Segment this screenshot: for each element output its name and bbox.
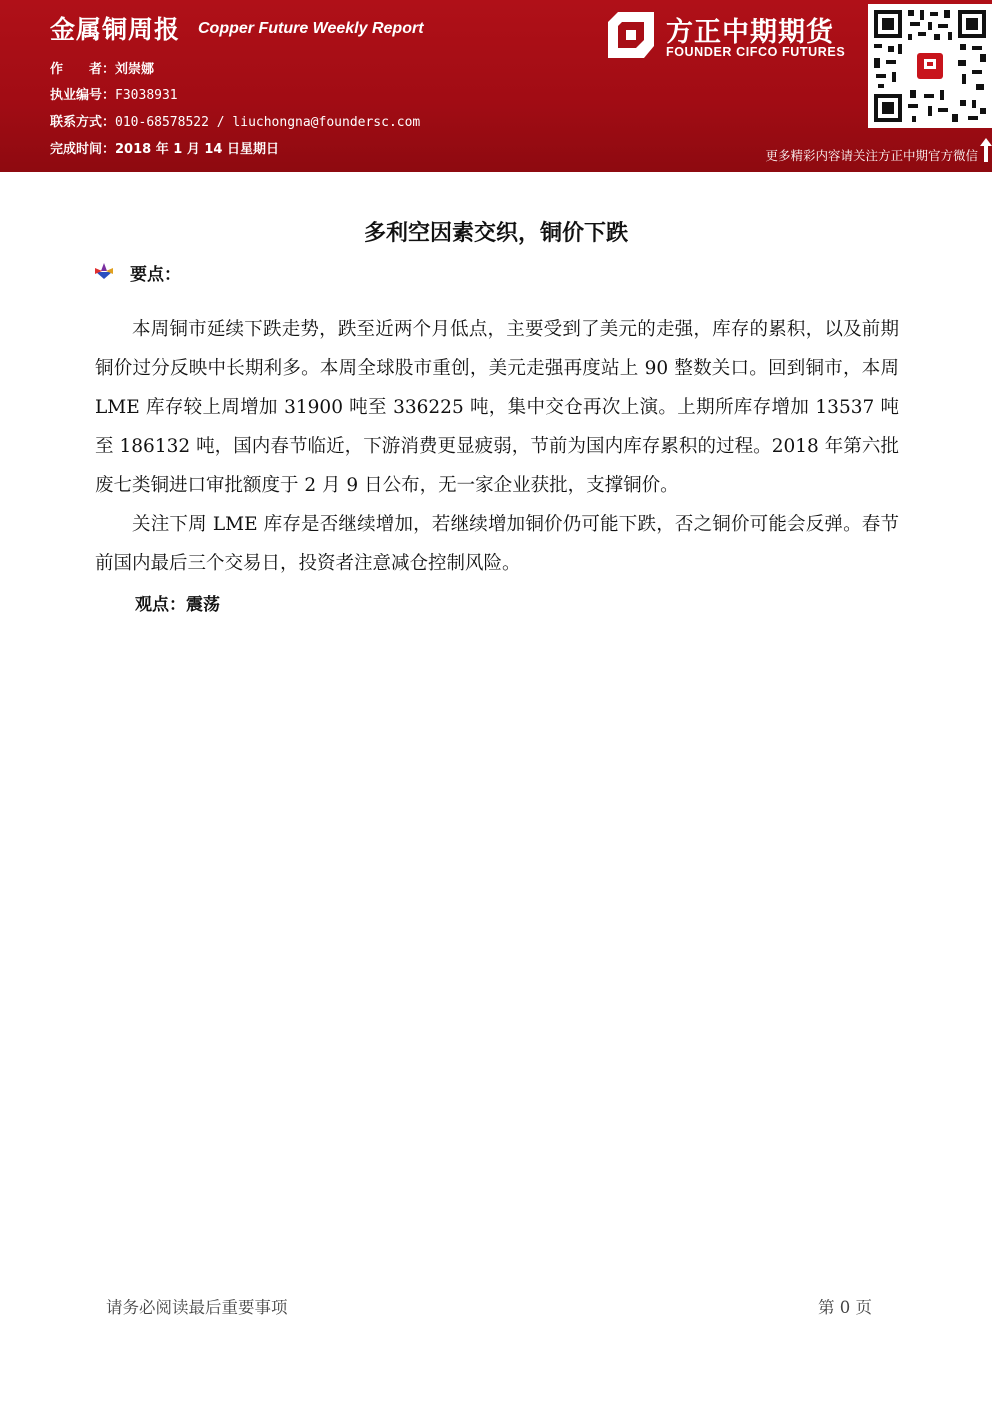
wechat-qr-code-icon (868, 4, 992, 128)
meta-license-label: 执业编号： (50, 88, 116, 103)
market-view: 观点：震荡 (135, 595, 220, 615)
bullet-arrow-icon (94, 262, 114, 280)
meta-contact-value: 010-68578522 / liuchongna@foundersc.com (115, 115, 421, 130)
meta-author-label: 作 者： (50, 62, 116, 77)
report-header (0, 0, 992, 172)
document-title: 多利空因素交织，铜价下跌 (363, 221, 628, 246)
report-subtitle: Copper Future Weekly Report (198, 20, 424, 37)
meta-date (50, 138, 279, 157)
meta-contact-label: 联系方式： (50, 115, 116, 130)
founder-logo-icon (608, 12, 654, 58)
arrow-up-icon (980, 138, 992, 162)
body-paragraph: 本周铜市延续下跌走势，跌至近两个月低点，主要受到了美元的走强，库存的累积，以及前期铜价过分反映中长期利多。本周全球股市重创，美元走强再度站上 90 整数关口。回到铜市，本周 LME 库存较上周增加 31900 吨至 336225 吨，集中交仓再次上演。上期所库存增加 13537 吨至 186132 吨，国内春节临近，下游消费更显疲弱，节前为国内库存累积的过程。2018 年第六批废七类铜进口审批额度于 2 月 9 日公布，无一家企业获批，支撑铜价。 (95, 319, 899, 496)
logo-english-name: FOUNDER CIFCO FUTURES (666, 45, 846, 59)
page-number: 第 0 页 (818, 1298, 872, 1317)
meta-date-label: 完成时间： (50, 142, 116, 157)
keypoints-label: 要点： (130, 265, 181, 285)
report-title: 金属铜周报 (50, 15, 181, 44)
meta-author-value: 刘崇娜 (115, 62, 155, 77)
meta-contact (50, 111, 420, 130)
footer-disclaimer: 请务必阅读最后重要事项 (106, 1298, 288, 1317)
body-paragraph: 关注下周 LME 库存是否继续增加，若继续增加铜价仍可能下跌，否之铜价可能会反弹。春节前国内最后三个交易日，投资者注意减仓控制风险。 (95, 514, 899, 574)
meta-license-value: F3038931 (115, 88, 178, 103)
company-logo (608, 10, 860, 62)
logo-chinese-name: 方正中期期货 (666, 17, 834, 48)
meta-date-value: 2018 年 1 月 14 日星期日 (115, 142, 279, 157)
wechat-follow-note: 更多精彩内容请关注方正中期官方微信 (765, 148, 978, 163)
meta-author (50, 58, 154, 77)
meta-license (50, 84, 178, 103)
